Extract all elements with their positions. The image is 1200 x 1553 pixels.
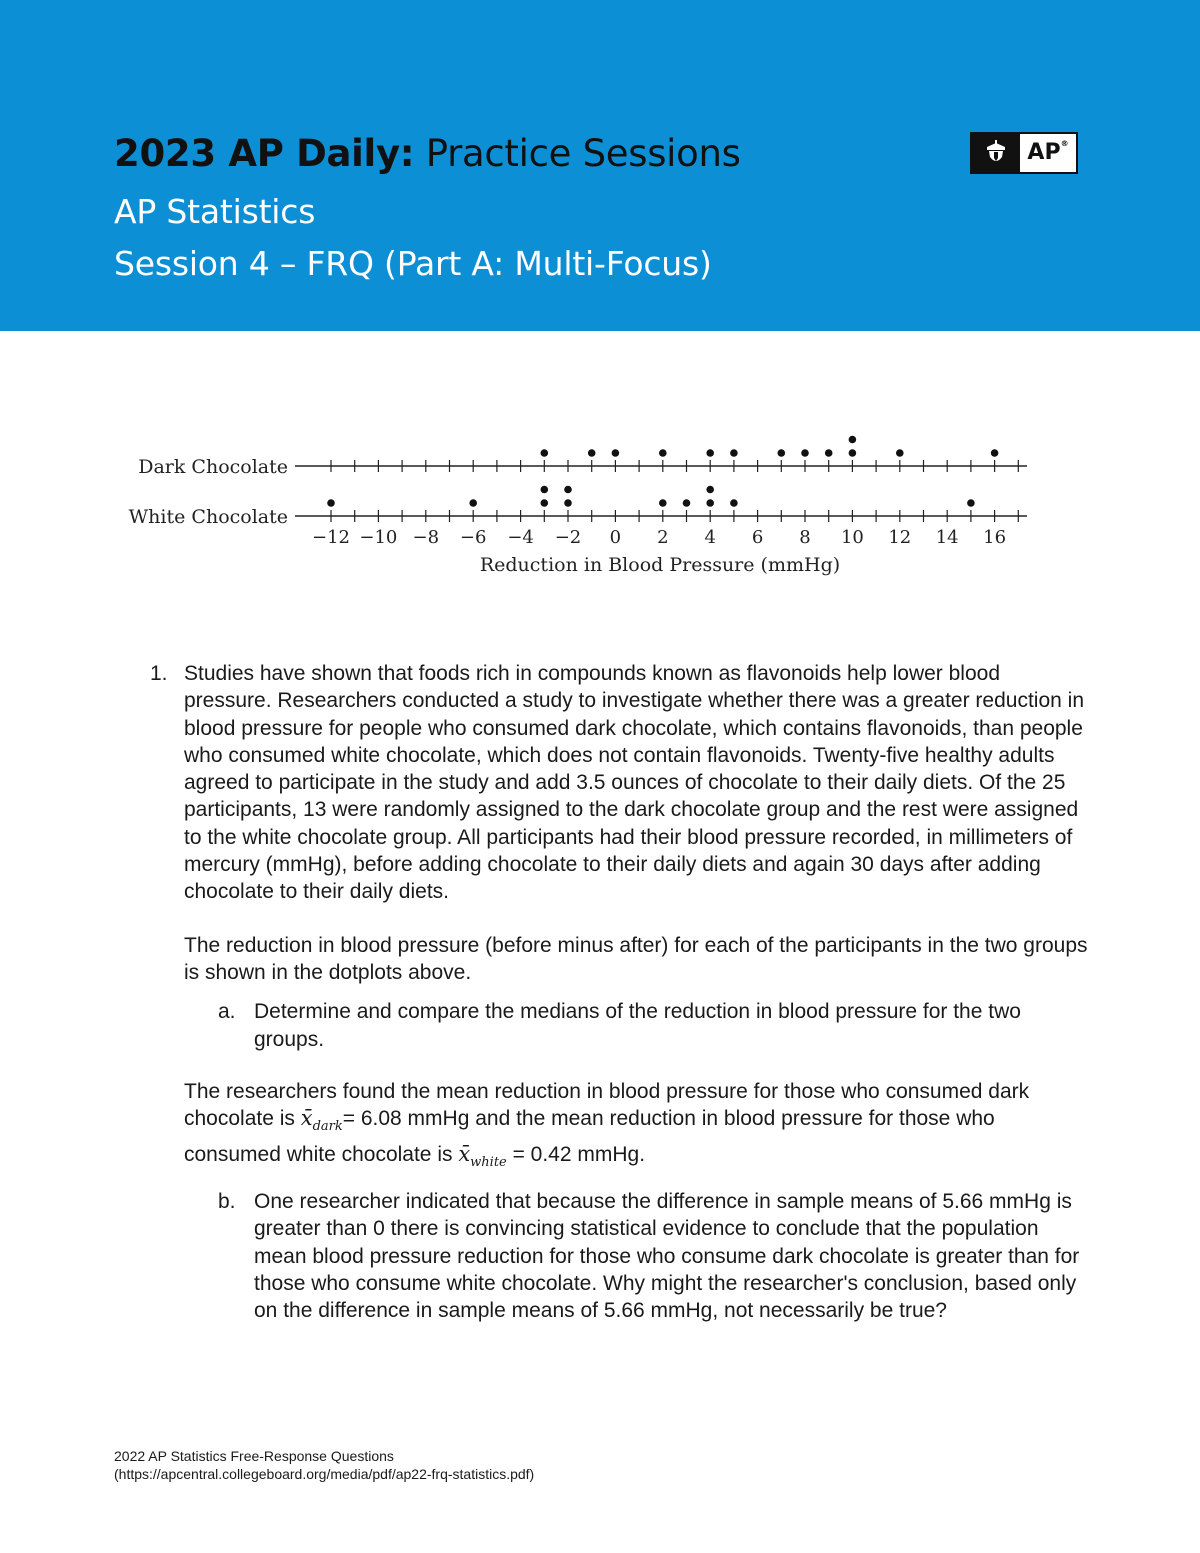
session-title: Session 4 – FRQ (Part A: Multi-Focus) — [114, 244, 712, 283]
dotplot-note: The reduction in blood pressure (before minus after) for each of the participants in the two groups is shown in the dotplots above. — [184, 933, 1088, 984]
white-chocolate-dot — [564, 486, 572, 494]
part-a-label: a. — [218, 1000, 236, 1024]
ap-logo — [970, 132, 1078, 174]
white-chocolate-label: White Chocolate — [128, 506, 288, 528]
x-tick-label: −10 — [359, 527, 398, 548]
part-a-block — [150, 998, 1090, 1053]
footer-line-1: 2022 AP Statistics Free-Response Questions — [114, 1448, 394, 1464]
x-tick-label: 8 — [799, 527, 811, 548]
footer-citation — [114, 1447, 534, 1483]
x-tick-label: 12 — [888, 527, 912, 548]
white-chocolate-dot — [541, 486, 549, 494]
xbar-white-symbol: x̄ — [458, 1141, 471, 1166]
page-title — [114, 132, 741, 175]
question-intro: Studies have shown that foods rich in compounds known as flavonoids help lower blood pressure. Researchers conducted a study to investigate whether there was a greater reduction in blood pressure for people who consumed dark chocolate, which contains flavonoids, than people who consumed white chocolate, which does not contain flavonoids. Twenty-five healthy adults agreed to participate in the study and add 3.5 ounces of chocolate to their daily diets. Of the 25 participants, 13 were randomly assigned to the dark chocolate group and the rest were assigned to the white chocolate group. All participants had their blood pressure recorded, in millimeters of mercury (mmHg), before adding chocolate to their daily diets and again 30 days after adding chocolate to their daily diets. — [184, 662, 1084, 904]
footer-line-2: (https://apcentral.collegeboard.org/media/pdf/ap22-frq-statistics.pdf) — [114, 1466, 535, 1482]
white-chocolate-dot — [564, 499, 572, 507]
white-chocolate-dot — [706, 499, 714, 507]
subject-title: AP Statistics — [114, 192, 316, 231]
dark-chocolate-dot — [849, 436, 857, 444]
x-tick-label: 0 — [609, 527, 622, 548]
question-number: 1. — [150, 662, 168, 685]
means-paragraph — [150, 1078, 1090, 1176]
xbar-white-subscript: white — [470, 1154, 507, 1170]
x-tick-label: −2 — [554, 527, 582, 548]
part-a-text: Determine and compare the medians of the reduction in blood pressure for the two groups. — [254, 1000, 1021, 1051]
dark-chocolate-dot — [588, 449, 596, 457]
x-tick-label: −12 — [312, 527, 350, 548]
dark-chocolate-dot — [612, 449, 620, 457]
white-chocolate-dot — [469, 499, 477, 507]
dark-chocolate-dot — [825, 449, 833, 457]
dark-chocolate-dot — [659, 449, 667, 457]
white-chocolate-dot — [730, 499, 738, 507]
dark-chocolate-dot — [991, 449, 999, 457]
white-chocolate-dot — [967, 499, 975, 507]
white-chocolate-dot — [327, 499, 335, 507]
x-tick-label: −8 — [412, 527, 440, 548]
x-tick-label: 16 — [983, 527, 1007, 548]
means-text-1: The researchers found the mean reduction in blood pressure for those who consumed dark chocolate is — [184, 1079, 1030, 1131]
white-chocolate-dot — [706, 486, 714, 494]
part-b-block — [150, 1188, 1090, 1324]
question-body — [150, 660, 1090, 1325]
means-text-3: = 0.42 mmHg. — [506, 1142, 646, 1166]
x-tick-label: −4 — [507, 527, 534, 548]
means-text-2: = 6.08 mmHg and the mean reduction in blood pressure for those who consumed white chocolate is — [184, 1107, 995, 1166]
logo-text: AP® — [1020, 134, 1076, 172]
dotplot-chart — [0, 420, 1200, 590]
x-tick-label: 10 — [840, 527, 864, 548]
xbar-white — [458, 1141, 507, 1170]
title-rest: Practice Sessions — [414, 132, 741, 175]
xbar-dark-symbol: x̄ — [300, 1106, 313, 1131]
dark-chocolate-dot — [849, 449, 857, 457]
xbar-dark — [300, 1106, 343, 1135]
question-intro-block — [150, 660, 1090, 906]
dark-chocolate-dot — [706, 449, 714, 457]
logo-label: AP — [1027, 140, 1061, 165]
x-tick-label: 14 — [935, 527, 959, 548]
dark-chocolate-dot — [778, 449, 786, 457]
x-axis-label: Reduction in Blood Pressure (mmHg) — [479, 554, 841, 576]
x-tick-label: 4 — [704, 527, 716, 548]
white-chocolate-dot — [659, 499, 667, 507]
xbar-dark-subscript: dark — [312, 1119, 343, 1135]
dark-chocolate-dot — [541, 449, 549, 457]
white-chocolate-dot — [541, 499, 549, 507]
part-b-label: b. — [218, 1190, 236, 1214]
x-tick-label: 6 — [751, 527, 764, 548]
white-chocolate-dot — [683, 499, 691, 507]
dark-chocolate-dot — [801, 449, 809, 457]
dark-chocolate-label: Dark Chocolate — [138, 456, 288, 478]
part-b-text: One researcher indicated that because the difference in sample means of 5.66 mmHg is greater than 0 there is convincing statistical evidence to conclude that the population mean blood pressure reduction for those who consume dark chocolate is greater than for those who consume white chocolate. Why might the researcher's conclusion, based only on the difference in sample means of 5.66 mmHg, not necessarily be true? — [254, 1190, 1080, 1323]
dark-chocolate-dot — [730, 449, 738, 457]
title-bold: 2023 AP Daily: — [114, 132, 415, 175]
x-tick-label: 2 — [657, 527, 669, 548]
acorn-icon — [972, 134, 1020, 172]
dark-chocolate-dot — [896, 449, 904, 457]
x-tick-label: −6 — [459, 527, 487, 548]
